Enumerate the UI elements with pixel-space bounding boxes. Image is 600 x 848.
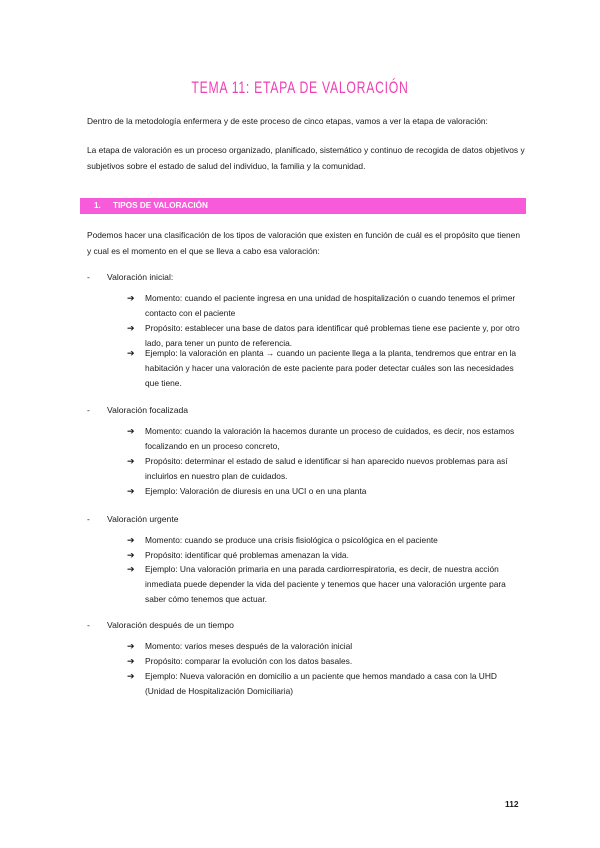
type-label: Valoración focalizada	[107, 405, 189, 415]
bullet-text: Momento: cuando se produce una crisis fisiológica o psicológica en el paciente	[145, 535, 438, 545]
bullet-text: Ejemplo: la valoración en planta → cuando un paciente llega a la planta, tendremos que entrar en la habitación y hacer una valoración de este paciente para poder detectar cuáles son las necesidades que tiene.	[145, 348, 517, 388]
bullet-text: Propósito: identificar qué problemas amenazan la vida.	[145, 550, 349, 560]
dash-marker: -	[87, 405, 90, 415]
bullet-text: Propósito: establecer una base de datos para identificar qué problemas tiene ese paciente y, por otro lado, para tener un punto de referencia.	[145, 323, 520, 348]
bullet-text: Ejemplo: Nueva valoración en domicilio a un paciente que hemos mandado a casa con la UHD (Unidad de Hospitalización Domiciliaria)	[145, 671, 497, 696]
arrow-icon: ➔	[127, 426, 135, 436]
arrow-icon: ➔	[127, 293, 135, 303]
intro-paragraph: Dentro de la metodología enfermera y de este proceso de cinco etapas, vamos a ver la etapa de valoración:	[87, 116, 488, 126]
list-item	[127, 548, 527, 563]
list-item	[127, 484, 527, 499]
bullet-text: Propósito: determinar el estado de salud e identificar si han aparecido nuevos problemas para así incluirlos en nuestro plan de cuidados.	[145, 456, 508, 481]
list-item	[127, 669, 527, 699]
bullet-text: Ejemplo: Una valoración primaria en una parada cardiorrespiratoria, es decir, de nuestra acción inmediata puede depender la vida del paciente y tenemos que hacer una valoración urgente para saber cómo tenemos que actuar.	[145, 564, 506, 604]
list-item	[127, 454, 527, 484]
bullet-text: Ejemplo: Valoración de diuresis en una UCI o en una planta	[145, 486, 367, 496]
section-intro-paragraph: Podemos hacer una clasificación de los tipos de valoración que existen en función de cuál es el propósito que tienen y cual es el momento en el que se lleva a cabo esa valoración:	[87, 230, 520, 256]
arrow-icon: ➔	[127, 656, 135, 666]
section-header	[80, 198, 526, 214]
list-item	[127, 639, 527, 654]
bullet-text: Momento: cuando la valoración la hacemos durante un proceso de cuidados, es decir, nos estamos focalizando en un proceso concreto,	[145, 426, 515, 451]
list-item	[127, 654, 527, 669]
list-item	[127, 562, 527, 607]
list-item	[127, 291, 527, 321]
list-item	[127, 346, 527, 391]
list-item	[127, 424, 527, 454]
bullet-text: Propósito: comparar la evolución con los datos basales.	[145, 656, 353, 666]
page-number: 112	[505, 799, 519, 809]
arrow-icon: ➔	[127, 671, 135, 681]
page-title: TEMA 11: ETAPA DE VALORACIÓN	[191, 78, 409, 97]
section-title: TIPOS DE VALORACIÓN	[113, 201, 208, 210]
dash-marker: -	[87, 272, 90, 282]
section-number: 1.	[94, 201, 101, 210]
bullet-text: Momento: varios meses después de la valoración inicial	[145, 641, 353, 651]
dash-marker: -	[87, 620, 90, 630]
arrow-icon: ➔	[127, 348, 135, 358]
definition-paragraph: La etapa de valoración es un proceso organizado, planificado, sistemático y continuo de recogida de datos objetivos y subjetivos sobre el estado de salud del individuo, la familia y la comunidad.	[87, 145, 525, 171]
bullet-text: Momento: cuando el paciente ingresa en una unidad de hospitalización o cuando tenemos el primer contacto con el paciente	[145, 293, 516, 318]
arrow-icon: ➔	[127, 564, 135, 574]
type-label: Valoración después de un tiempo	[107, 620, 234, 630]
type-label: Valoración inicial:	[107, 272, 174, 282]
arrow-icon: ➔	[127, 456, 135, 466]
list-item	[127, 533, 527, 548]
arrow-icon: ➔	[127, 641, 135, 651]
arrow-icon: ➔	[127, 323, 135, 333]
arrow-icon: ➔	[127, 550, 135, 560]
type-label: Valoración urgente	[107, 514, 179, 524]
arrow-icon: ➔	[127, 535, 135, 545]
arrow-icon: ➔	[127, 486, 135, 496]
dash-marker: -	[87, 514, 90, 524]
